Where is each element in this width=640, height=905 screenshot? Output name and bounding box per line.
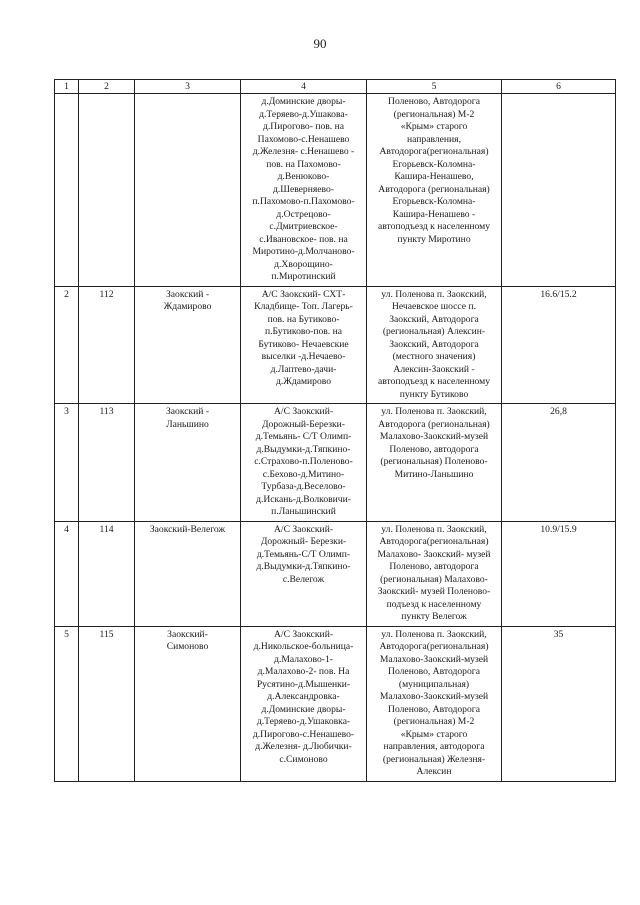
header-cell-1: 1 (55, 80, 79, 94)
route-name-cell: Заокский-Велегож (135, 521, 241, 626)
route-name-cell: Заокский - Ждамирово (135, 286, 241, 404)
table-header-row (55, 80, 616, 94)
route-number-cell: 114 (79, 521, 135, 626)
route-name-cell (135, 94, 241, 287)
length-cell: 26,8 (502, 404, 616, 522)
length-cell: 35 (502, 626, 616, 781)
table-row (55, 626, 616, 781)
length-cell: 16.6/15.2 (502, 286, 616, 404)
row-number-cell: 5 (55, 626, 79, 781)
stops-cell: А/С Заокский- СХТ- Кладбище- Топ. Лагерь- пов. на Бутиково- п.Бутиково-пов. на Бутиково- Нечаевские выселки -д.Нечаево- д.Лаптево-дачи- д.Ждамирово (241, 286, 367, 404)
stops-cell: А/С Заокский- Дорожный- Березки- д.Темьянь-С/Т Олимп- д.Выдумки-д.Тяпкино- с.Велегож (241, 521, 367, 626)
page-number: 90 (313, 36, 327, 51)
route-name-cell: Заокский - Ланьшино (135, 404, 241, 522)
header-cell-4: 4 (241, 80, 367, 94)
row-number-cell: 4 (55, 521, 79, 626)
route-name-cell: Заокский- Симоново (135, 626, 241, 781)
streets-roads-cell: Поленово, Автодорога (региональная) М-2 «Крым» старого направления, Автодорога(региональная) Егорьевск-Коломна- Кашира-Ненашево, Автодорога (региональная) Егорьевск-Коломна- Кашира-Ненашево - автоподъезд к населенному пункту Миротино (367, 94, 502, 287)
streets-roads-cell: ул. Поленова п. Заокский, Нечаевское шоссе п. Заокский, Автодорога (региональная) Алексин- Заокский, Автодорога (местного значения) Алексин-Заокский - автоподъезд к населенному пункту Бутиково (367, 286, 502, 404)
header-cell-6: 6 (502, 80, 616, 94)
streets-roads-cell: ул. Поленова п. Заокский, Автодорога (региональная) Малахово-Заокский-музей Поленово, автодорога (региональная) Поленово- Митино-Ланьшино (367, 404, 502, 522)
length-cell: 10.9/15.9 (502, 521, 616, 626)
table-row (55, 521, 616, 626)
route-number-cell: 113 (79, 404, 135, 522)
table-row (55, 404, 616, 522)
stops-cell: А/С Заокский- Дорожный-Березки- д.Темьянь- С/Т Олимп- д.Выдумки-д.Тяпкино- с.Страхово-п.Поленово- с.Бехово-д.Митино- Турбаза-д.Веселово- д.Искань-д.Волковичи- п.Ланьшинский (241, 404, 367, 522)
streets-roads-cell: ул. Поленова п. Заокский, Автодорога(региональная) Малахово-Заокский-музей Поленово, Автодорога (муниципальная) Малахово-Заокский-музей Поленово, Автодорога (региональная) М-2 «Крым» старого направления, автодорога (региональная) Железня- Алексин (367, 626, 502, 781)
table-row (55, 94, 616, 287)
length-cell (502, 94, 616, 287)
table-row (55, 286, 616, 404)
header-cell-3: 3 (135, 80, 241, 94)
streets-roads-cell: ул. Поленова п. Заокский, Автодорога(региональная) Малахово- Заокский- музей Поленово, автодорога (региональная) Малахово- Заокский- музей Поленово- подъезд к населенному пункту Велегож (367, 521, 502, 626)
row-number-cell (55, 94, 79, 287)
header-cell-2: 2 (79, 80, 135, 94)
stops-cell: д.Доминские дворы- д.Теряево-д.Ушакова- д.Пирогово- пов. на Пахомово-с.Ненашево д.Железня- с.Ненашево - пов. на Пахомово- д.Венюково- д.Шеверняево- п.Пахомово-п.Пахомово- д.Острецово- с.Дмитриевское- с.Ивановское- пов. на Миротино-д.Молчаново- д.Хворощино- п.Миротинский (241, 94, 367, 287)
row-number-cell: 3 (55, 404, 79, 522)
route-number-cell: 115 (79, 626, 135, 781)
route-number-cell (79, 94, 135, 287)
route-number-cell: 112 (79, 286, 135, 404)
row-number-cell: 2 (55, 286, 79, 404)
routes-table (54, 79, 616, 782)
header-cell-5: 5 (367, 80, 502, 94)
stops-cell: А/С Заокский- д.Никольское-больница- д.Малахово-1- д.Малахово-2- пов. На Русятино-д.Мышенки- д.Александровка- д.Доминские дворы- д.Теряево-д.Ушаковка- д.Пирогово-с.Ненашево- д.Железня- д.Любички- с.Симоново (241, 626, 367, 781)
